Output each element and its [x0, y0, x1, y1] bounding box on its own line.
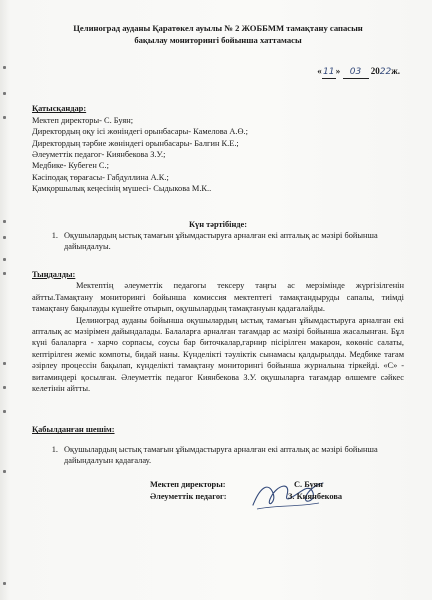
binder-hole [3, 220, 6, 223]
participant-item: Әлеуметтік педагог- Киянбекова З.У.; [32, 150, 166, 160]
binder-hole [3, 116, 6, 119]
title-line-2: бақылау мониторингі бойынша хаттамасы [134, 35, 302, 45]
date-suffix: ж. [391, 66, 400, 76]
agenda-heading: Күн тәртібінде: [188, 219, 248, 229]
binder-hole [3, 386, 6, 389]
decision-item [32, 444, 404, 467]
heard-paragraph: Целиноград ауданы бойынша оқушылардың ыстық тамағын ұйымдастыруға арналған екі апталық ас мәзірімен дайындалады. Балаларға арналған тағамдар ас мәзірі бойынша жасалынған. Бұл күні балаларға - харчо сорпасы, соусы бар биточкалар,гарнир пісірілген макарон, көкөніс салаты, кептірілген жеміс компоты, бидай наны. Күнделікті тәуліктік сынамасы қалдырылды. Медбике тағам әзірлеу процессін бақылап, күнделікті тамақтану мониторингі бойынша журналына тіркейді. «С» - витаминдері қосылған. Әлеуметтік педагог Киянбекова З.У. оқушыларға тағамдар өлшемге сәйкес келетінін айтты. [32, 315, 404, 393]
director-label: Мектеп директоры: [150, 479, 226, 489]
decision-item-number: 1. [51, 444, 58, 454]
participants-list [32, 115, 404, 195]
participant-item: Қамқоршылық кеңесінің мүшесі- Сыдыкова М.К.. [32, 184, 212, 194]
social-pedagogue-name: З. Киянбекова [288, 491, 343, 501]
participant-item: Медбике- Кубеген С.; [32, 161, 109, 171]
binder-hole [3, 258, 6, 261]
heard-heading: Тыңдалды: [32, 269, 76, 279]
binder-holes [3, 0, 9, 600]
heard-section [32, 269, 404, 394]
date-year-suffix: 22 [379, 67, 392, 77]
participant-item: Мектеп директоры- С. Буян; [32, 115, 134, 125]
document-title [32, 22, 404, 46]
document-date [32, 66, 400, 79]
binder-hole [3, 410, 6, 413]
agenda-item [32, 230, 404, 253]
date-open-quote: « [317, 66, 322, 76]
heard-paragraph: Мектептің әлеуметтік педагогы тексеру таңғы ас мерзімінде жүргізілгенін айтты.Тамақтану мониторингі бойынша комиссия мектептегі тамақтандыруды сапалы, тиімді тамақтану бақылауды күшейте отырып, оқушылардың тамақтануын қадағалайды. [32, 281, 404, 314]
social-name-row [288, 491, 342, 502]
director-name-row [294, 479, 323, 490]
date-month: 03 [343, 67, 369, 79]
agenda-list [32, 230, 404, 253]
participant-item: Кәсіподақ төрағасы- Габдуллина А.К.; [32, 172, 169, 182]
binder-hole [3, 236, 6, 239]
binder-hole [3, 92, 6, 95]
binder-hole [3, 272, 6, 275]
agenda-section [32, 219, 404, 253]
participant-item: Директордың тәрбие жөніндегі орынбасары- Балгин К.Е.; [32, 138, 239, 148]
document-content [32, 22, 404, 517]
participant-item: Директордың оқу ісі жөніндегі орынбасары- Камелова А.Ө.; [32, 127, 248, 137]
decision-item-text: Оқушылардың ыстық тамағын ұйымдастыруға арналған екі апталық ас мәзірі бойынша дайындалуын қадағалау. [64, 444, 378, 466]
participants-heading: Қатысқандар: [32, 104, 87, 114]
participants-section [32, 103, 404, 194]
decision-heading: Қабылданған шешім: [32, 425, 115, 435]
binder-hole [3, 362, 6, 365]
binder-hole [3, 66, 6, 69]
director-signature-row [150, 479, 226, 490]
binder-hole [3, 470, 6, 473]
decision-list [32, 444, 404, 467]
signatures-block [32, 477, 404, 517]
binder-hole [3, 582, 6, 585]
decision-section [32, 424, 404, 466]
agenda-item-number: 1. [51, 231, 58, 241]
date-day: 11 [322, 67, 336, 79]
social-signature-row [150, 491, 227, 502]
date-year-prefix: 20 [370, 66, 380, 76]
title-line-1: Целиноград ауданы Қаратөкел ауылы № 2 ЖОББММ тамақтану сапасын [73, 23, 363, 33]
date-close-quote: » [335, 66, 341, 76]
director-name: С. Буян [294, 479, 323, 489]
agenda-item-text: Оқушылардың ыстық тамағын ұйымдастыруға арналған екі апталық ас мәзірі бойынша дайындалуы. [64, 231, 378, 252]
social-pedagogue-label: Әлеуметтік педагог: [150, 491, 227, 501]
